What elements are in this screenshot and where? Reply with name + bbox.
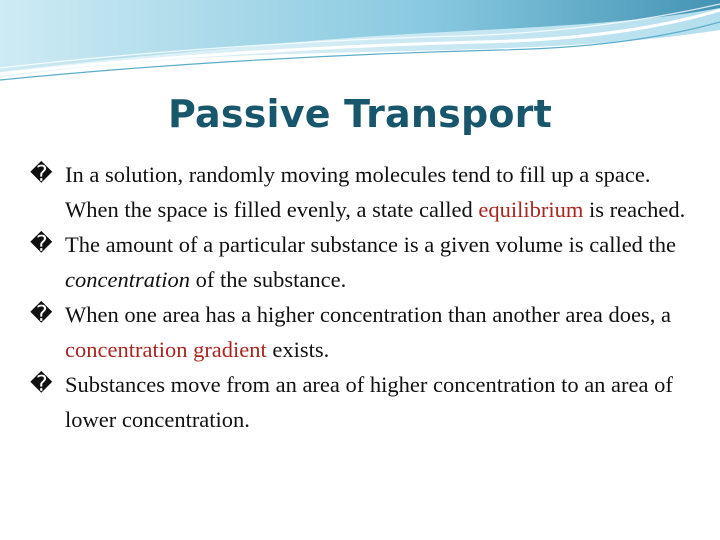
bullet-item xyxy=(30,297,690,367)
bullet-mark-icon: � xyxy=(30,302,53,327)
wave-banner-decoration xyxy=(0,0,720,90)
bullet-text: The amount of a particular substance is a given volume is called the xyxy=(65,232,677,257)
bullet-mark-icon: � xyxy=(30,162,53,187)
bullet-mark-icon: � xyxy=(30,232,53,257)
bullet-item xyxy=(30,367,690,437)
bullet-text: Substances move from an area of higher concentration to an area of lower concentration. xyxy=(65,372,673,432)
term-equilibrium: equilibrium xyxy=(478,197,584,222)
slide-title: Passive Transport xyxy=(168,92,552,136)
term-concentration: concentration xyxy=(65,267,190,292)
bullet-text: is reached. xyxy=(583,197,686,222)
bullet-mark-icon: � xyxy=(30,372,53,397)
bullet-text: When one area has a higher concentration than another area does, a xyxy=(65,302,671,327)
term-concentration-gradient: concentration gradient xyxy=(65,337,267,362)
bullet-text: In a solution, randomly moving molecules tend to fill up a space. When the space is filled evenly, a state called xyxy=(65,162,651,222)
bullet-list xyxy=(30,157,690,437)
bullet-item xyxy=(30,157,690,227)
bullet-text: exists. xyxy=(266,337,330,362)
bullet-item xyxy=(30,227,690,297)
bullet-text: of the substance. xyxy=(189,267,347,292)
